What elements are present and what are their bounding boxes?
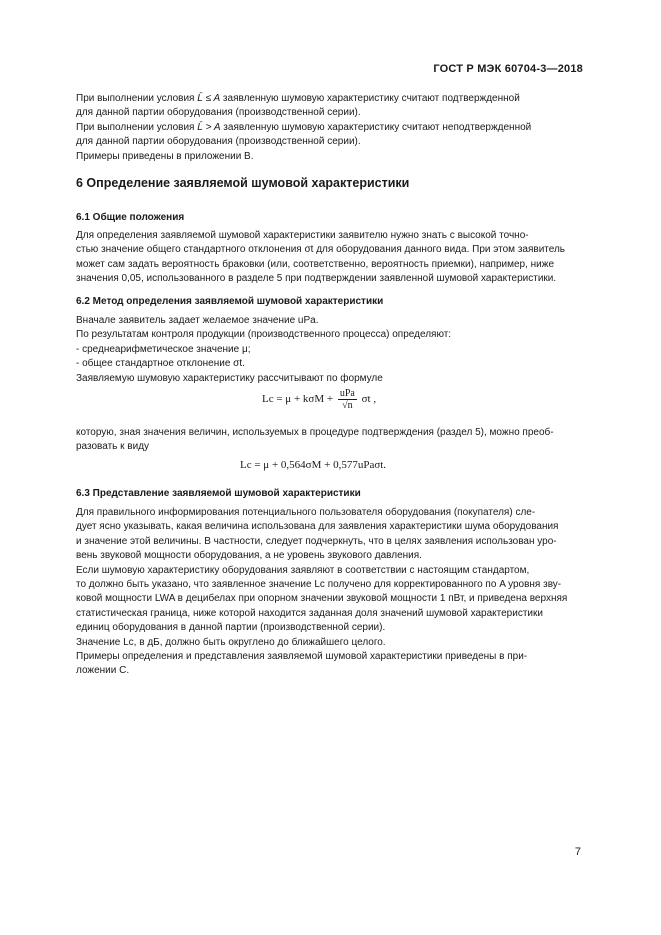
subsection-6-2-title: 6.2 Метод определения заявляемой шумовой характеристики [76,296,384,307]
text-line: ковой мощности LWA в децибелах при опорном значении звуковой мощности 1 пВт, и приведена верхняя [76,593,568,605]
text-line: может сам задать вероятность браковки (или, соответственно, вероятность приемки), например, ниже [76,258,555,270]
text-line: статистическая граница, ниже которой находится заданная доля значений шумовой характеристики [76,607,543,619]
text-line: По результатам контроля продукции (производственного процесса) определяют: [76,329,452,341]
intro-line-5: Примеры приведены в приложении В. [76,150,254,162]
text-line: дует ясно указывать, какая величина использована для заявления характеристики шума оборудования [76,521,559,533]
subsection-6-3-body [76,506,583,679]
text-line: Если шумовую характеристику оборудования заявляют в соответствии с настоящим стандартом, [76,564,530,576]
page-number: 7 [574,846,581,858]
intro-block [76,92,583,164]
text-line: Заявляемую шумовую характеристику рассчитывают по формуле [76,372,383,384]
text-line: - среднеарифметическое значение μ; [76,343,251,355]
text-line: Вначале заявитель задает желаемое значение uPa. [76,315,319,326]
text-line: и значение этой величины. В частности, следует подчеркнуть, что в целях заявления использован уро- [76,535,557,547]
formula-1-fraction [338,388,357,411]
document-header: ГОСТ Р МЭК 60704-3—2018 [433,63,583,75]
formula-1-denominator: √n [342,400,353,411]
intro-line-1 [76,92,583,106]
section-6-title: 6 Определение заявляемой шумовой характеристики [76,176,410,190]
condition-1: L̄ ≤ A [197,93,221,104]
text-line: Примеры определения и представления заявляемой шумовой характеристики приведены в при- [76,651,528,663]
intro-text: При выполнении условия [76,121,198,133]
text-line: Для правильного информирования потенциального пользователя оборудования (покупателя) сле- [76,507,536,518]
subsection-6-1-title: 6.1 Общие положения [76,212,185,223]
text-line: ложении С. [76,665,130,677]
subsection-6-2-body [76,314,583,386]
condition-2: L̄ > A [197,121,221,133]
intro-text: При выполнении условия [76,93,198,104]
formula-1-numerator: uPa [339,388,355,399]
intro-text: заявленную шумовую характеристику считают неподтвержденной [220,121,532,133]
text-line: то должно быть указано, что заявленное значение Lc получено для корректированного по A уровня зву- [76,579,562,591]
intro-line-4: для данной партии оборудования (производственной серии). [76,136,361,148]
subsection-6-1-body [76,229,583,287]
text-line: стью значение общего стандартного отклонения σt для оборудования данного вида. При этом заявитель [76,244,566,256]
intro-line-2: для данной партии оборудования (производственной серии). [76,107,361,119]
text-line: вень звуковой мощности оборудования, а не уровень звукового давления. [76,550,422,562]
subsection-6-3-title: 6.3 Представление заявляемой шумовой характеристики [76,488,361,499]
text-line: разовать к виду [76,441,150,453]
text-line: Для определения заявляемой шумовой характеристики заявителю нужно знать с высокой точно- [76,230,529,241]
text-line: значения 0,05, использованного в разделе 5 при подтверждении заявленной шумовой характеристики. [76,273,557,285]
text-line: которую, зная значения величин, используемых в процедуре подтверждения (раздел 5), можно преоб- [76,427,554,438]
formula-1-left: Lc = μ + kσM + [262,393,334,406]
formula-1 [262,388,376,411]
intro-line-3 [76,121,583,135]
formula-2: Lc = μ + 0,564σM + 0,577uPaσt. [240,459,387,471]
text-line: единиц оборудования в данной партии (производственной серии). [76,622,386,634]
text-line: - общее стандартное отклонение σt. [76,358,245,370]
formula-1-right: σt , [361,393,377,406]
formula-explanation [76,426,583,455]
intro-text: заявленную шумовую характеристику считают подтвержденной [220,93,520,104]
text-line: Значение Lc, в дБ, должно быть округлено до ближайшего целого. [76,636,386,648]
